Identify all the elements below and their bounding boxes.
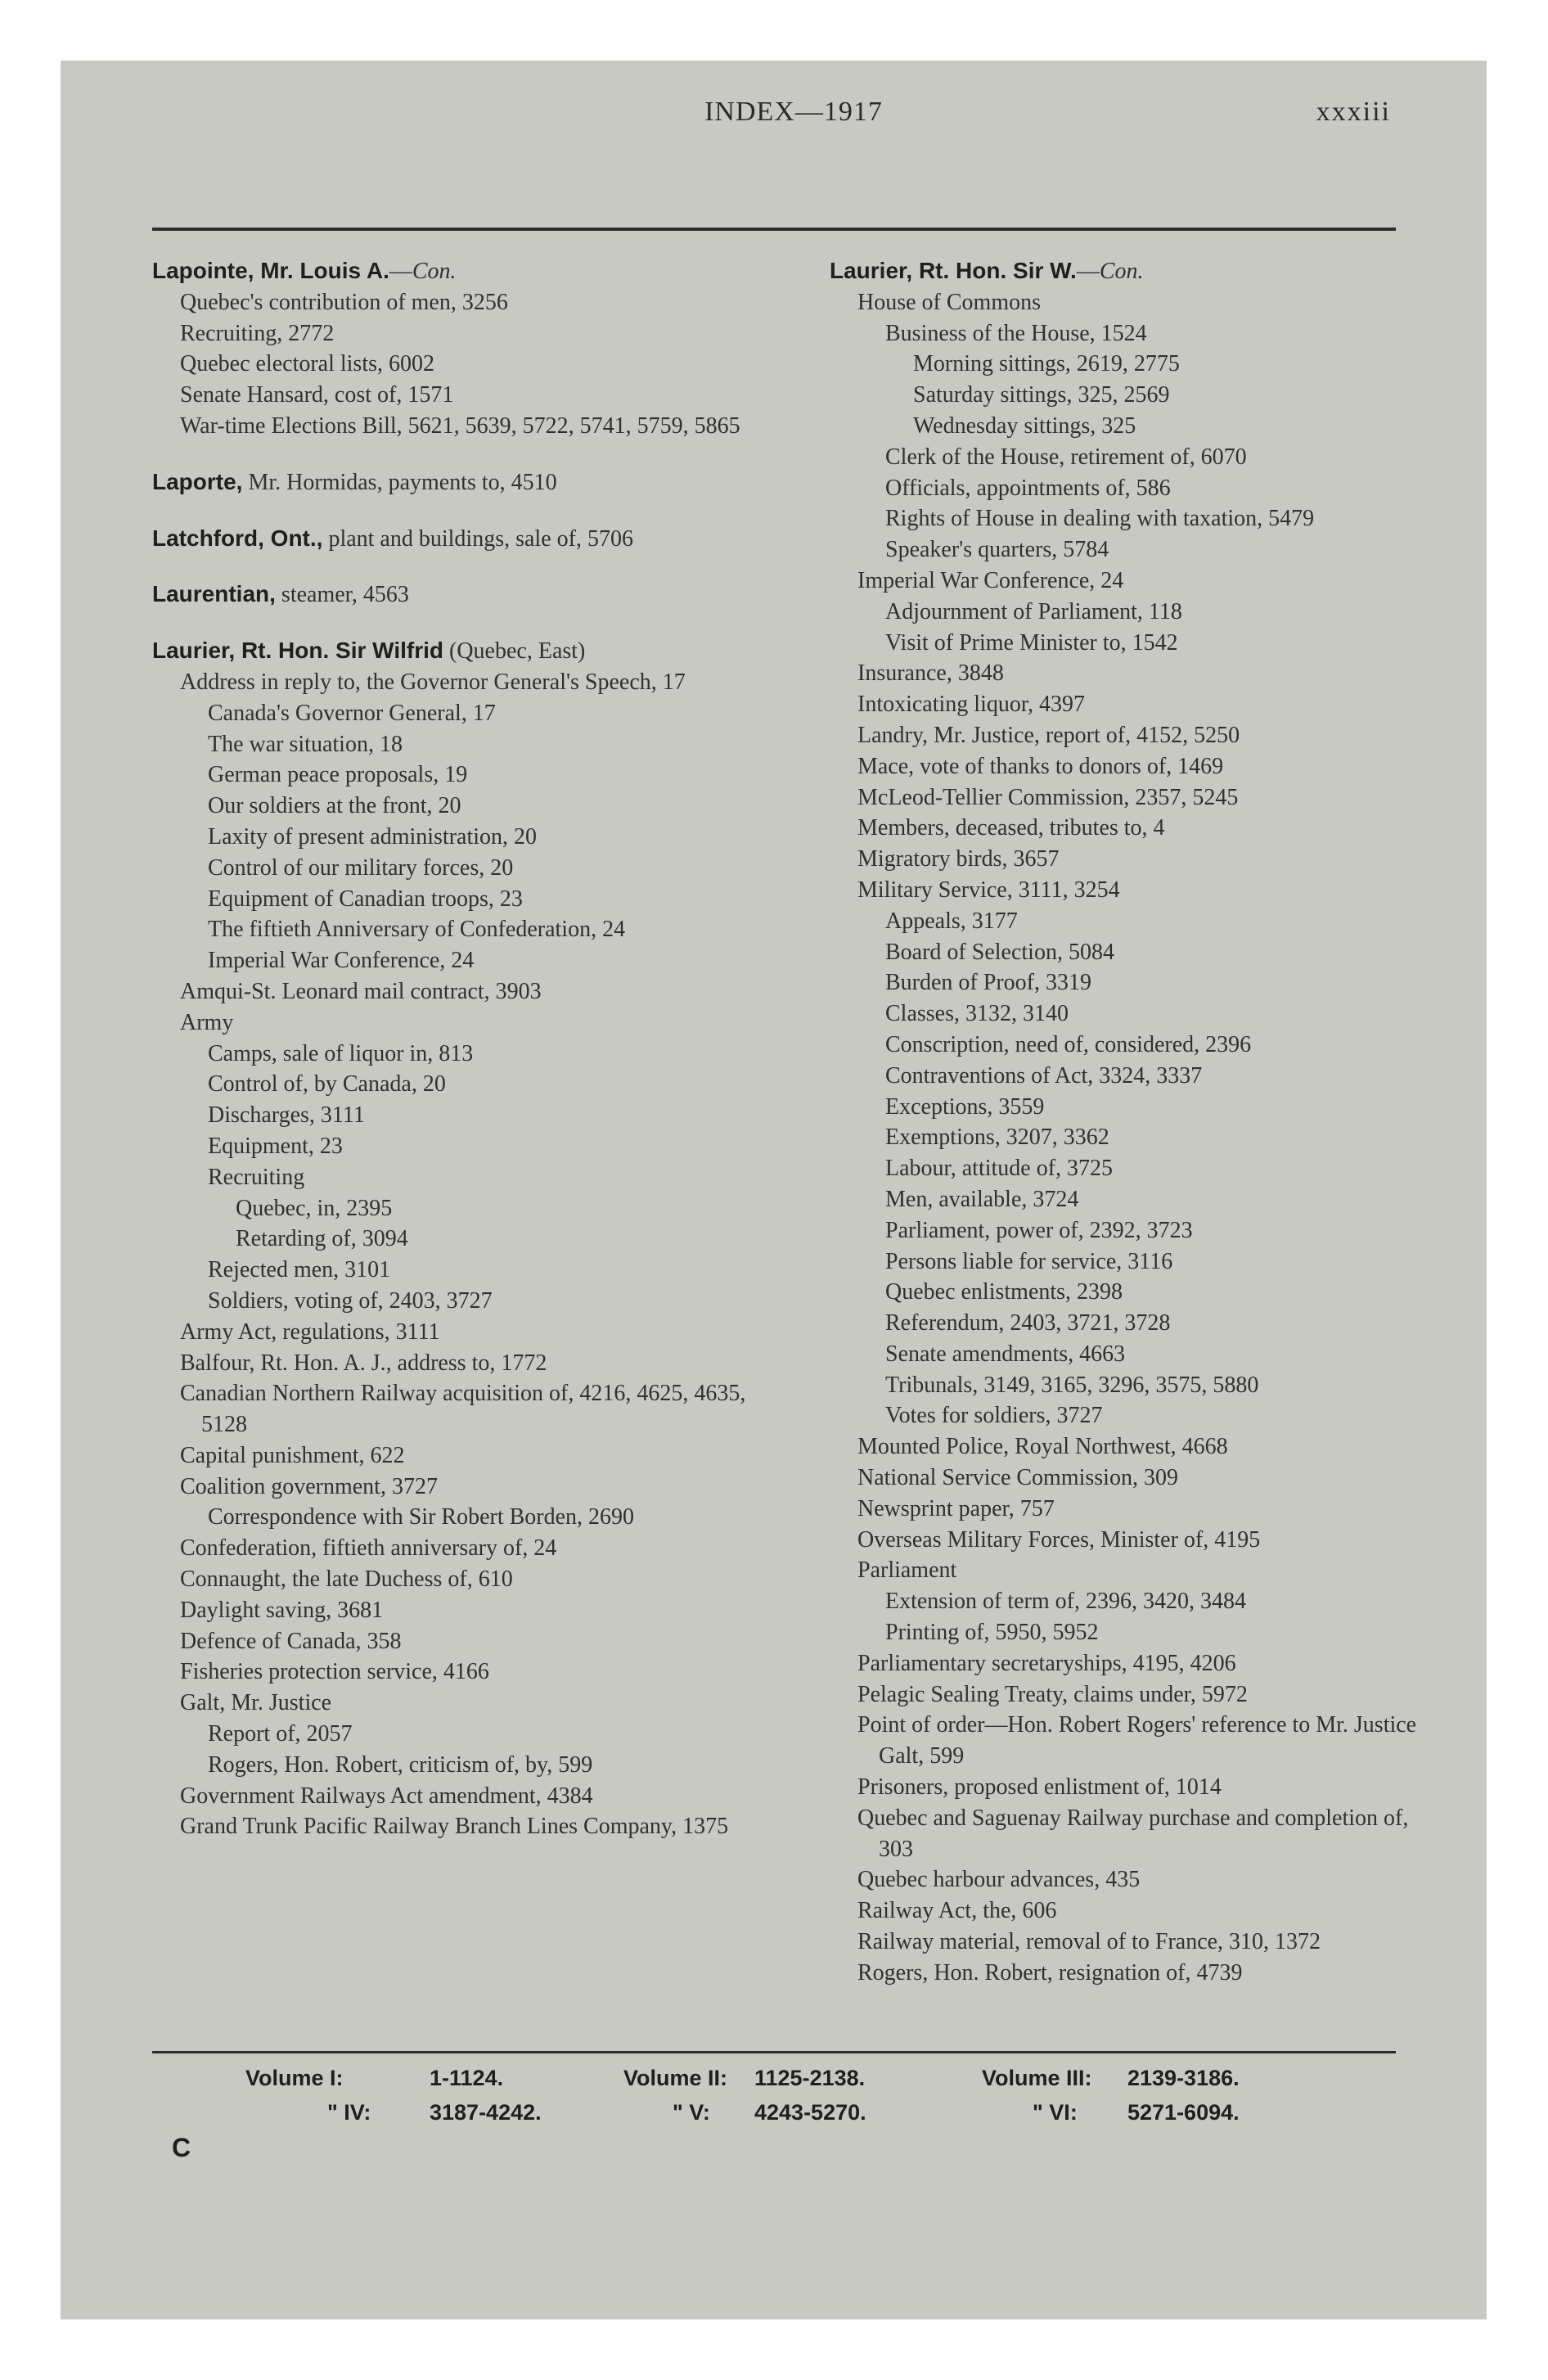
index-entry-text: Quebec, in, 2395 xyxy=(236,1195,393,1221)
index-entry-text: Overseas Military Forces, Minister of, 4195 xyxy=(857,1526,1261,1553)
index-entry-text: Control of our military forces, 20 xyxy=(208,854,514,881)
index-entry xyxy=(152,1131,774,1162)
index-column-left xyxy=(152,255,774,1842)
volume-label: " VI: xyxy=(1033,2100,1078,2125)
index-entry-text: Point of order—Hon. Robert Rogers' reference to Mr. Justice Galt, 599 xyxy=(857,1712,1417,1769)
index-entry-text: Business of the House, 1524 xyxy=(885,320,1147,346)
index-entry xyxy=(830,1431,1419,1463)
index-entry-text: Persons liable for service, 3116 xyxy=(885,1248,1173,1274)
index-entry xyxy=(152,1069,774,1100)
index-entry-text: — xyxy=(1076,259,1100,284)
index-entry xyxy=(152,411,774,442)
index-entry-text: Speaker's quarters, 5784 xyxy=(885,537,1109,563)
index-entry-text: Capital punishment, 622 xyxy=(180,1442,405,1468)
index-entry xyxy=(830,937,1419,968)
index-entry xyxy=(830,1927,1419,1958)
index-entry-text: Army Act, regulations, 3111 xyxy=(180,1318,440,1345)
index-entry-text: Army xyxy=(180,1009,234,1035)
index-entry-text: steamer, 4563 xyxy=(275,582,409,608)
index-entry xyxy=(830,1586,1419,1617)
index-headword: Laurier, Rt. Hon. Sir W. xyxy=(830,258,1077,283)
index-entry xyxy=(830,1122,1419,1153)
index-entry-text: House of Commons xyxy=(857,289,1041,315)
index-entry xyxy=(830,1153,1419,1184)
index-entry xyxy=(830,658,1419,689)
index-entry-text: Railway material, removal of to France, 310, 1372 xyxy=(857,1929,1321,1955)
index-entry xyxy=(830,534,1419,566)
index-entry xyxy=(830,1339,1419,1370)
index-entry xyxy=(152,976,774,1007)
index-entry-text: Balfour, Rt. Hon. A. J., address to, 1772 xyxy=(180,1350,547,1376)
index-entry-text: Retarding of, 3094 xyxy=(236,1226,408,1252)
index-entry xyxy=(830,1679,1419,1711)
volume-range: 5271-6094. xyxy=(1127,2100,1240,2125)
index-entry xyxy=(152,1811,774,1842)
index-entry-text: Labour, attitude of, 3725 xyxy=(885,1156,1114,1182)
index-entry xyxy=(830,998,1419,1030)
index-entry-text: Canada's Governor General, 17 xyxy=(208,700,496,726)
signature-mark: C xyxy=(172,2133,191,2162)
footer-rule xyxy=(152,2051,1396,2053)
index-entry-text: Parliament xyxy=(857,1557,957,1584)
index-entry xyxy=(152,1502,774,1533)
volume-ranges-row-1 xyxy=(245,2066,1407,2098)
volume-label: Volume I: xyxy=(245,2066,344,2090)
index-entry-text: Referendum, 2403, 3721, 3728 xyxy=(885,1310,1171,1336)
index-entry xyxy=(830,1277,1419,1308)
index-entry xyxy=(152,667,774,698)
index-entry-text: Galt, Mr. Justice xyxy=(180,1690,332,1716)
index-entry-text: Address in reply to, the Governor General's Speech, 17 xyxy=(180,669,686,695)
index-entry-text: Classes, 3132, 3140 xyxy=(885,1001,1069,1027)
index-entry-text: Migratory birds, 3657 xyxy=(857,846,1060,872)
index-entry xyxy=(152,1162,774,1193)
index-entry xyxy=(830,1370,1419,1401)
index-entry-text: Members, deceased, tributes to, 4 xyxy=(857,815,1165,841)
index-entry xyxy=(830,1958,1419,1989)
index-entry-text: Canadian Northern Railway acquisition of, 4216, 4625, 4635, 5128 xyxy=(180,1381,746,1438)
index-entry-text: Recruiting, 2772 xyxy=(180,320,335,346)
index-entry xyxy=(152,1595,774,1626)
page-title: INDEX—1917 xyxy=(704,97,883,127)
index-entry xyxy=(830,411,1419,442)
index-entry xyxy=(152,1378,774,1440)
index-entry xyxy=(830,782,1419,814)
index-headword: Laporte, xyxy=(152,468,243,494)
index-headword: Laurentian, xyxy=(152,581,276,607)
index-entry-text: The war situation, 18 xyxy=(208,731,403,757)
index-entry xyxy=(152,1007,774,1039)
index-entry-text: Wednesday sittings, 325 xyxy=(913,412,1136,439)
index-entry-text: Equipment, 23 xyxy=(208,1133,343,1159)
index-heading xyxy=(830,255,1419,287)
index-entry xyxy=(152,1564,774,1595)
page-number: xxxiii xyxy=(1316,97,1391,127)
index-entry-text: McLeod-Tellier Commission, 2357, 5245 xyxy=(857,784,1239,810)
volume-range: 3187-4242. xyxy=(430,2100,542,2125)
index-entry-text: Mace, vote of thanks to donors of, 1469 xyxy=(857,753,1224,779)
index-entry-text: Men, available, 3724 xyxy=(885,1186,1079,1212)
index-entry xyxy=(152,1348,774,1379)
index-entry-text: Rejected men, 3101 xyxy=(208,1257,391,1283)
index-entry-text: Railway Act, the, 606 xyxy=(857,1898,1057,1924)
index-entry-text: Camps, sale of liquor in, 813 xyxy=(208,1040,474,1066)
index-entry-text: Defence of Canada, 358 xyxy=(180,1628,402,1654)
index-entry-text: Morning sittings, 2619, 2775 xyxy=(913,351,1180,377)
index-entry-text: Parliamentary secretaryships, 4195, 4206 xyxy=(857,1650,1236,1676)
volume-ranges-row-2 xyxy=(245,2100,1407,2133)
index-entry xyxy=(830,1215,1419,1246)
index-entry xyxy=(830,1494,1419,1525)
index-entry-text: Officials, appointments of, 586 xyxy=(885,475,1171,501)
volume-label: " IV: xyxy=(327,2100,371,2125)
volume-label: " V: xyxy=(673,2100,710,2125)
index-heading xyxy=(152,635,774,667)
index-entry xyxy=(152,1100,774,1131)
index-entry xyxy=(830,597,1419,628)
index-entry xyxy=(830,1803,1419,1865)
index-entry-text: Newsprint paper, 757 xyxy=(857,1495,1055,1521)
index-entry-text: Parliament, power of, 2392, 3723 xyxy=(885,1217,1193,1243)
index-entry xyxy=(830,1463,1419,1494)
volume-range: 4243-5270. xyxy=(754,2100,866,2125)
index-entry-text: Exemptions, 3207, 3362 xyxy=(885,1125,1109,1151)
index-entry xyxy=(830,1030,1419,1061)
index-entry-text: Quebec's contribution of men, 3256 xyxy=(180,289,508,315)
index-entry-text: Pelagic Sealing Treaty, claims under, 5972 xyxy=(857,1681,1248,1707)
index-entry-text: — xyxy=(389,259,412,284)
index-entry xyxy=(152,1750,774,1781)
index-entry xyxy=(830,566,1419,597)
index-entry xyxy=(830,1895,1419,1927)
index-entry xyxy=(830,1308,1419,1339)
index-entry-text: Board of Selection, 5084 xyxy=(885,939,1114,965)
index-entry xyxy=(830,844,1419,875)
index-entry-text: Landry, Mr. Justice, report of, 4152, 5250 xyxy=(857,722,1240,748)
index-entry-text: Prisoners, proposed enlistment of, 1014 xyxy=(857,1774,1222,1801)
index-entry xyxy=(152,1286,774,1317)
index-entry xyxy=(830,1400,1419,1431)
index-heading xyxy=(152,579,774,611)
index-headword: Latchford, Ont., xyxy=(152,525,323,551)
index-entry-text: Intoxicating liquor, 4397 xyxy=(857,692,1086,718)
index-entry xyxy=(830,287,1419,318)
index-entry xyxy=(152,729,774,760)
index-entry-text: Grand Trunk Pacific Railway Branch Lines Company, 1375 xyxy=(180,1814,729,1840)
index-entry xyxy=(152,791,774,822)
index-entry xyxy=(830,1864,1419,1895)
index-entry xyxy=(152,1688,774,1719)
index-entry-text: Correspondence with Sir Robert Borden, 2690 xyxy=(208,1504,635,1530)
index-entry xyxy=(152,1255,774,1286)
index-entry-text: Imperial War Conference, 24 xyxy=(857,567,1124,593)
index-entry xyxy=(152,698,774,729)
index-entry-text: Daylight saving, 3681 xyxy=(180,1597,384,1623)
index-entry-text: Clerk of the House, retirement of, 6070 xyxy=(885,444,1247,470)
index-entry xyxy=(830,751,1419,782)
index-entry xyxy=(830,628,1419,659)
index-entry-text: Laxity of present administration, 20 xyxy=(208,823,538,850)
index-column-right xyxy=(830,255,1419,1989)
index-entry xyxy=(152,1472,774,1503)
index-entry xyxy=(152,1039,774,1070)
index-entry xyxy=(830,349,1419,380)
index-entry-text: Equipment of Canadian troops, 23 xyxy=(208,886,523,912)
index-entry xyxy=(830,1525,1419,1556)
index-entry xyxy=(830,689,1419,720)
volume-range: 1-1124. xyxy=(430,2066,504,2090)
index-entry-text: (Quebec, East) xyxy=(443,638,586,665)
continued-marker: Con. xyxy=(1099,259,1144,284)
index-entry-text: Adjournment of Parliament, 118 xyxy=(885,598,1182,624)
volume-range: 1125-2138. xyxy=(754,2066,866,2090)
index-entry-text: Mr. Hormidas, payments to, 4510 xyxy=(242,469,557,495)
index-entry xyxy=(830,442,1419,473)
index-entry-text: Government Railways Act amendment, 4384 xyxy=(180,1783,593,1809)
index-entry-text: Senate Hansard, cost of, 1571 xyxy=(180,382,454,408)
index-entry xyxy=(152,287,774,318)
index-entry xyxy=(830,1061,1419,1092)
index-entry xyxy=(152,1224,774,1255)
index-entry xyxy=(152,1317,774,1348)
index-entry xyxy=(152,1193,774,1224)
index-entry xyxy=(830,813,1419,844)
index-entry xyxy=(830,1246,1419,1278)
index-entry xyxy=(152,884,774,915)
index-entry xyxy=(830,967,1419,998)
index-entry-text: Extension of term of, 2396, 3420, 3484 xyxy=(885,1589,1246,1615)
index-entry xyxy=(152,760,774,791)
index-headword: Lapointe, Mr. Louis A. xyxy=(152,258,389,283)
index-entry xyxy=(830,473,1419,504)
index-entry xyxy=(152,1626,774,1657)
index-entry-text: Discharges, 3111 xyxy=(208,1102,365,1129)
index-entry xyxy=(152,318,774,349)
index-entry-text: Conscription, need of, considered, 2396 xyxy=(885,1031,1252,1057)
index-entry xyxy=(152,1719,774,1750)
index-entry-text: Insurance, 3848 xyxy=(857,660,1004,687)
index-entry-text: Recruiting xyxy=(208,1164,305,1190)
index-entry-text: Connaught, the late Duchess of, 610 xyxy=(180,1566,513,1593)
volume-label: Volume II: xyxy=(623,2066,728,2090)
index-heading xyxy=(152,523,774,555)
index-entry xyxy=(152,1533,774,1564)
index-entry-text: Burden of Proof, 3319 xyxy=(885,970,1091,996)
index-entry-text: Printing of, 5950, 5952 xyxy=(885,1620,1099,1646)
index-entry xyxy=(830,1555,1419,1586)
index-entry xyxy=(152,380,774,411)
index-entry xyxy=(830,1184,1419,1215)
index-entry-text: National Service Commission, 309 xyxy=(857,1465,1178,1491)
index-entry xyxy=(152,853,774,884)
index-entry-text: plant and buildings, sale of, 5706 xyxy=(322,525,633,552)
index-entry-text: Confederation, fiftieth anniversary of, 24 xyxy=(180,1535,557,1562)
index-entry xyxy=(830,380,1419,411)
index-entry-text: Our soldiers at the front, 20 xyxy=(208,793,461,819)
index-entry-text: Rights of House in dealing with taxation, 5479 xyxy=(885,506,1315,532)
index-entry xyxy=(152,945,774,976)
index-entry-text: Visit of Prime Minister to, 1542 xyxy=(885,629,1178,656)
index-heading xyxy=(152,467,774,498)
index-entry-text: Rogers, Hon. Robert, resignation of, 4739 xyxy=(857,1959,1243,1986)
index-entry-text: Appeals, 3177 xyxy=(885,908,1018,934)
index-entry-text: German peace proposals, 19 xyxy=(208,762,468,788)
index-entry xyxy=(152,1440,774,1472)
index-entry xyxy=(830,906,1419,937)
index-entry xyxy=(830,1092,1419,1123)
index-entry-text: Report of, 2057 xyxy=(208,1721,353,1747)
index-entry-text: Votes for soldiers, 3727 xyxy=(885,1403,1103,1429)
index-entry xyxy=(830,1772,1419,1803)
index-entry xyxy=(152,1657,774,1688)
index-entry-text: Soldiers, voting of, 2403, 3727 xyxy=(208,1287,493,1314)
index-entry-text: Military Service, 3111, 3254 xyxy=(857,877,1120,903)
index-entry xyxy=(152,822,774,853)
index-entry xyxy=(830,720,1419,751)
index-entry-text: Senate amendments, 4663 xyxy=(885,1341,1126,1367)
index-entry xyxy=(830,1710,1419,1772)
index-entry-text: War-time Elections Bill, 5621, 5639, 5722, 5741, 5759, 5865 xyxy=(180,412,740,439)
index-entry-text: Tribunals, 3149, 3165, 3296, 3575, 5880 xyxy=(885,1372,1259,1398)
index-entry xyxy=(830,318,1419,349)
index-entry-text: The fiftieth Anniversary of Confederation, 24 xyxy=(208,917,626,943)
index-entry-text: Contraventions of Act, 3324, 3337 xyxy=(885,1062,1203,1089)
index-entry-text: Saturday sittings, 325, 2569 xyxy=(913,382,1170,408)
index-entry-text: Control of, by Canada, 20 xyxy=(208,1071,446,1098)
index-entry-text: Quebec and Saguenay Railway purchase and completion of, 303 xyxy=(857,1805,1409,1862)
index-entry xyxy=(830,1648,1419,1679)
index-entry xyxy=(152,349,774,380)
index-entry xyxy=(152,914,774,945)
index-heading xyxy=(152,255,774,287)
index-entry xyxy=(830,875,1419,906)
volume-range: 2139-3186. xyxy=(1127,2066,1240,2090)
index-entry-text: Exceptions, 3559 xyxy=(885,1093,1045,1120)
index-entry-text: Fisheries protection service, 4166 xyxy=(180,1659,489,1685)
index-entry-text: Imperial War Conference, 24 xyxy=(208,948,475,974)
index-entry-text: Mounted Police, Royal Northwest, 4668 xyxy=(857,1434,1228,1460)
continued-marker: Con. xyxy=(412,259,457,284)
index-entry-text: Quebec harbour advances, 435 xyxy=(857,1867,1141,1893)
index-entry-text: Quebec electoral lists, 6002 xyxy=(180,351,435,377)
index-entry-text: Coalition government, 3727 xyxy=(180,1473,438,1499)
index-entry-text: Rogers, Hon. Robert, criticism of, by, 599 xyxy=(208,1751,593,1778)
header-rule xyxy=(152,228,1396,231)
index-entry xyxy=(152,1781,774,1812)
volume-label: Volume III: xyxy=(982,2066,1092,2090)
index-entry-text: Quebec enlistments, 2398 xyxy=(885,1279,1123,1305)
index-entry xyxy=(830,1617,1419,1648)
index-entry-text: Amqui-St. Leonard mail contract, 3903 xyxy=(180,978,542,1004)
index-entry xyxy=(830,503,1419,534)
index-headword: Laurier, Rt. Hon. Sir Wilfrid xyxy=(152,638,444,664)
